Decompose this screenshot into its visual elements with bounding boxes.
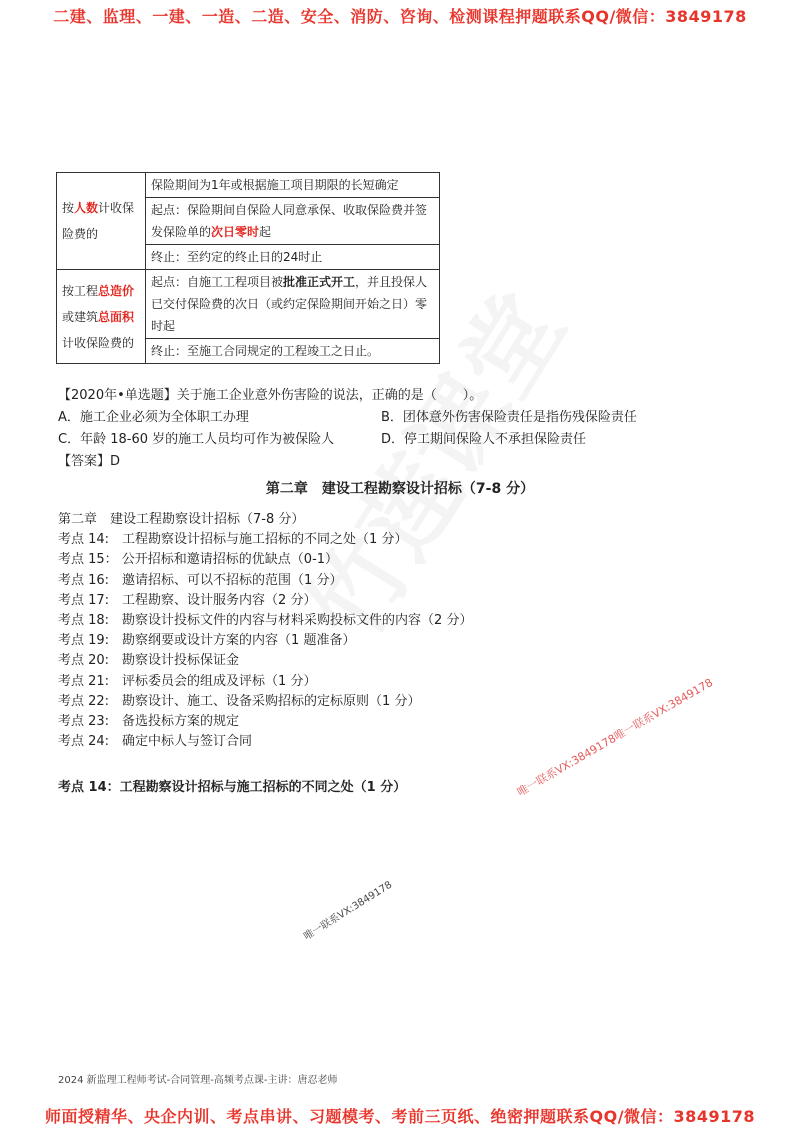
option-a: A．施工企业必须为全体职工办理	[58, 410, 249, 425]
row2-start: 起点：自施工工程项目被批准正式开工，并且投保人已交付保险费的次日（或约定保险期间开始之日）零时起	[146, 270, 440, 339]
toc-item: 考点 19: 勘察纲要或设计方案的内容（1 题准备）	[58, 633, 356, 649]
toc-item: 考点 18: 勘察设计投标文件的内容与材料采购投标文件的内容（2 分）	[58, 613, 473, 629]
row1-period: 保险期间为1年或根据施工项目期限的长短确定	[146, 173, 440, 198]
toc-item: 考点 24: 确定中标人与签订合同	[58, 734, 253, 750]
option-c: C．年龄 18-60 岁的施工人员均可作为被保险人	[58, 432, 335, 447]
row1-left-cell: 按人数计收保险费的	[57, 173, 146, 270]
row2-end: 终止：至施工合同规定的工程竣工之日止。	[146, 339, 440, 364]
toc-item: 第二章 建设工程勘察设计招标（7-8 分）	[58, 512, 305, 527]
insurance-table	[56, 172, 440, 364]
option-d: D．停工期间保险人不承担保险责任	[381, 432, 587, 447]
toc-item: 考点 21: 评标委员会的组成及评标（1 分）	[58, 673, 317, 689]
answer: 【答案】D	[58, 454, 121, 469]
option-b: B．团体意外伤害保险责任是指伤残保险责任	[381, 410, 637, 425]
toc-item: 考点 23: 备选投标方案的规定	[58, 714, 240, 730]
question-stem: 【2020年•单选题】关于施工企业意外伤害险的说法，正确的是（ ）。	[58, 388, 483, 403]
row2-left-cell: 按工程总造价 或建筑总面积 计收保险费的	[57, 270, 146, 364]
top-banner: 二建、监理、一建、一造、二造、安全、消防、咨询、检测课程押题联系QQ/微信：3849178	[53, 7, 747, 26]
toc-item: 考点 17: 工程勘察、设计服务内容（2 分）	[58, 592, 317, 608]
toc-item: 考点 16: 邀请招标、可以不招标的范围（1 分）	[58, 572, 343, 588]
section-subheading: 考点 14：工程勘察设计招标与施工招标的不同之处（1 分）	[58, 780, 407, 795]
chapter-title: 第二章 建设工程勘察设计招标（7-8 分）	[265, 481, 535, 497]
toc-item: 考点 20: 勘察设计投标保证金	[58, 653, 240, 669]
watermark-black: 唯一联系VX:3849178	[302, 879, 395, 943]
row1-end: 终止：至约定的终止日的24时止	[146, 245, 440, 270]
row1-start: 起点：保险期间自保险人同意承保、收取保险费并签发保险单的次日零时起	[146, 198, 440, 245]
toc-item: 考点 22: 勘察设计、施工、设备采购招标的定标原则（1 分）	[58, 693, 421, 709]
toc-item: 考点 15： 公开招标和邀请招标的优缺点（0-1）	[58, 552, 339, 568]
footer-note: 2024 新监理工程师考试-合同管理-高频考点课-主讲：唐忍老师	[58, 1075, 338, 1086]
bottom-banner: 师面授精华、央企内训、考点串讲、习题模考、考前三页纸、绝密押题联系QQ/微信：3849178	[45, 1107, 755, 1126]
toc-item: 考点 14: 工程勘察设计招标与施工招标的不同之处（1 分）	[58, 532, 408, 548]
watermark-red: 唯一联系VX:3849178唯一联系VX:3849178	[515, 675, 716, 799]
